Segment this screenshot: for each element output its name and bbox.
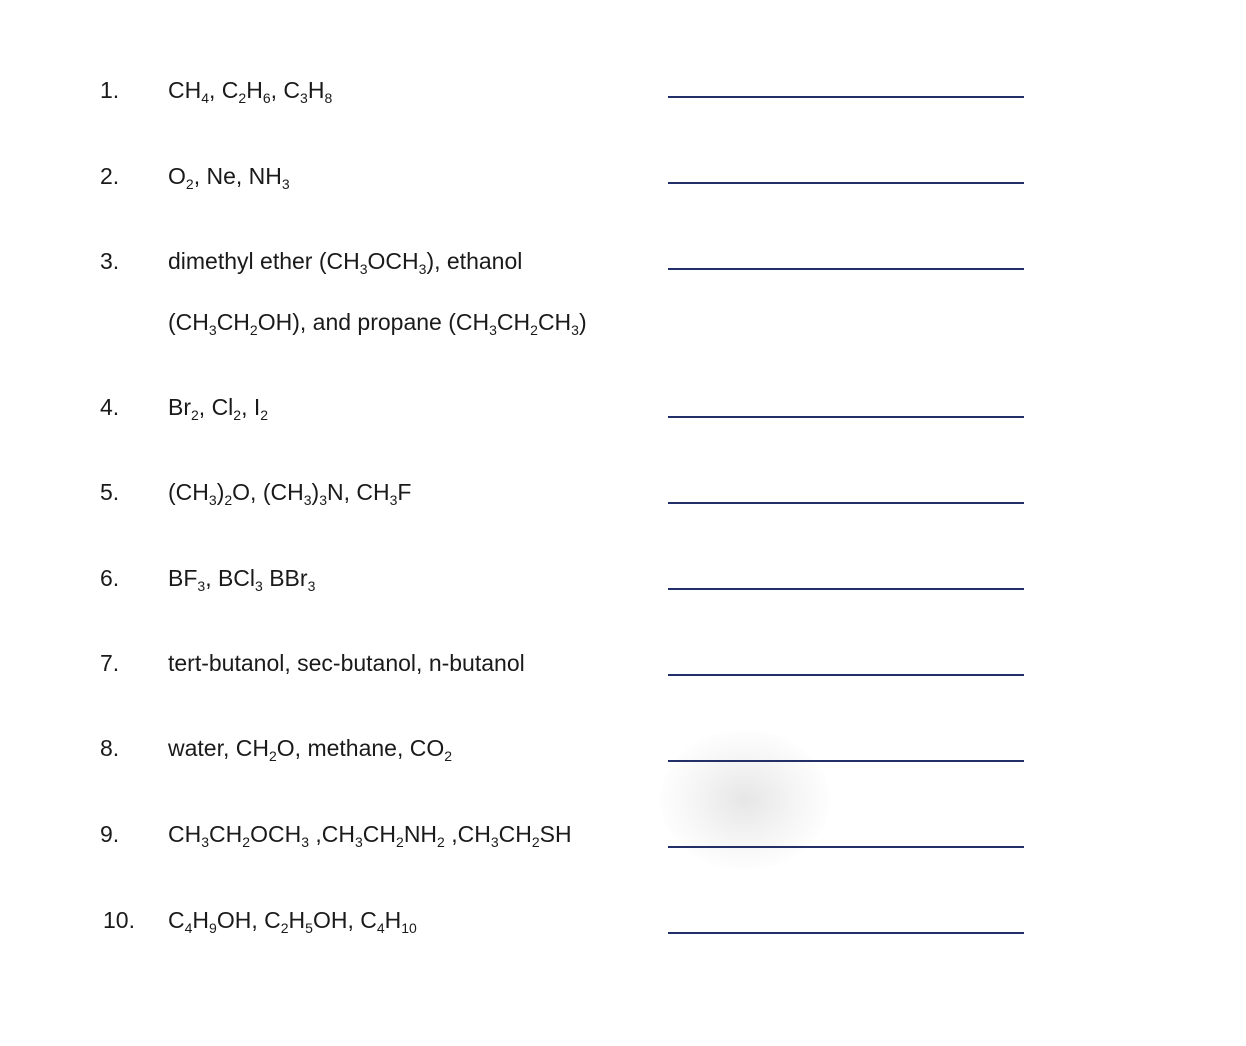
answer-blank-line[interactable]	[668, 760, 1024, 762]
answer-blank-line[interactable]	[668, 674, 1024, 676]
answer-blank-line[interactable]	[668, 96, 1024, 98]
question-text-continuation: $(CH_3CH_2OH)$, and propane $(CH_3CH_2CH_3)$	[168, 309, 587, 338]
question-text: $CH_3CH_2OCH_3$ $,CH_3CH_2NH_2$ $,CH_3CH_2SH$	[168, 821, 572, 850]
answer-blank-line[interactable]	[668, 268, 1024, 270]
question-number: 2.	[100, 163, 120, 189]
answer-blank-line[interactable]	[668, 182, 1024, 184]
question-text: $C_4H_9OH$, $C_2H_5OH$, $C_4H_{10}$	[168, 907, 417, 936]
question-number: 4.	[100, 394, 120, 420]
answer-blank-line[interactable]	[668, 416, 1024, 418]
page-smudge	[660, 730, 830, 870]
question-text: tert-butanol, sec-butanol, n-butanol	[168, 650, 525, 676]
question-text: $Br_2$, $Cl_2$, $I_2$	[168, 394, 269, 423]
question-number: 9.	[100, 821, 120, 847]
question-text: $O_2$, Ne, $NH_3$	[168, 163, 290, 192]
question-text: $(CH_3)_2O$, $(CH_3)_3N$, $CH_3F$	[168, 479, 412, 508]
answer-blank-line[interactable]	[668, 846, 1024, 848]
question-text: water, $CH_2O$, methane, $CO_2$	[168, 735, 453, 764]
question-text: dimethyl ether $(CH_3OCH_3)$, ethanol	[168, 248, 523, 277]
question-text: $CH_4$, $C_2H_6$, $C_3H_8$	[168, 77, 333, 106]
question-number: 7.	[100, 650, 120, 676]
question-text: $BF_3$, BCl$_3$ BBr$_3$	[168, 565, 316, 594]
question-number: 10.	[103, 907, 135, 933]
question-number: 8.	[100, 735, 120, 761]
question-number: 3.	[100, 248, 120, 274]
question-number: 5.	[100, 479, 120, 505]
answer-blank-line[interactable]	[668, 932, 1024, 934]
answer-blank-line[interactable]	[668, 502, 1024, 504]
question-number: 1.	[100, 77, 120, 103]
answer-blank-line[interactable]	[668, 588, 1024, 590]
question-number: 6.	[100, 565, 120, 591]
